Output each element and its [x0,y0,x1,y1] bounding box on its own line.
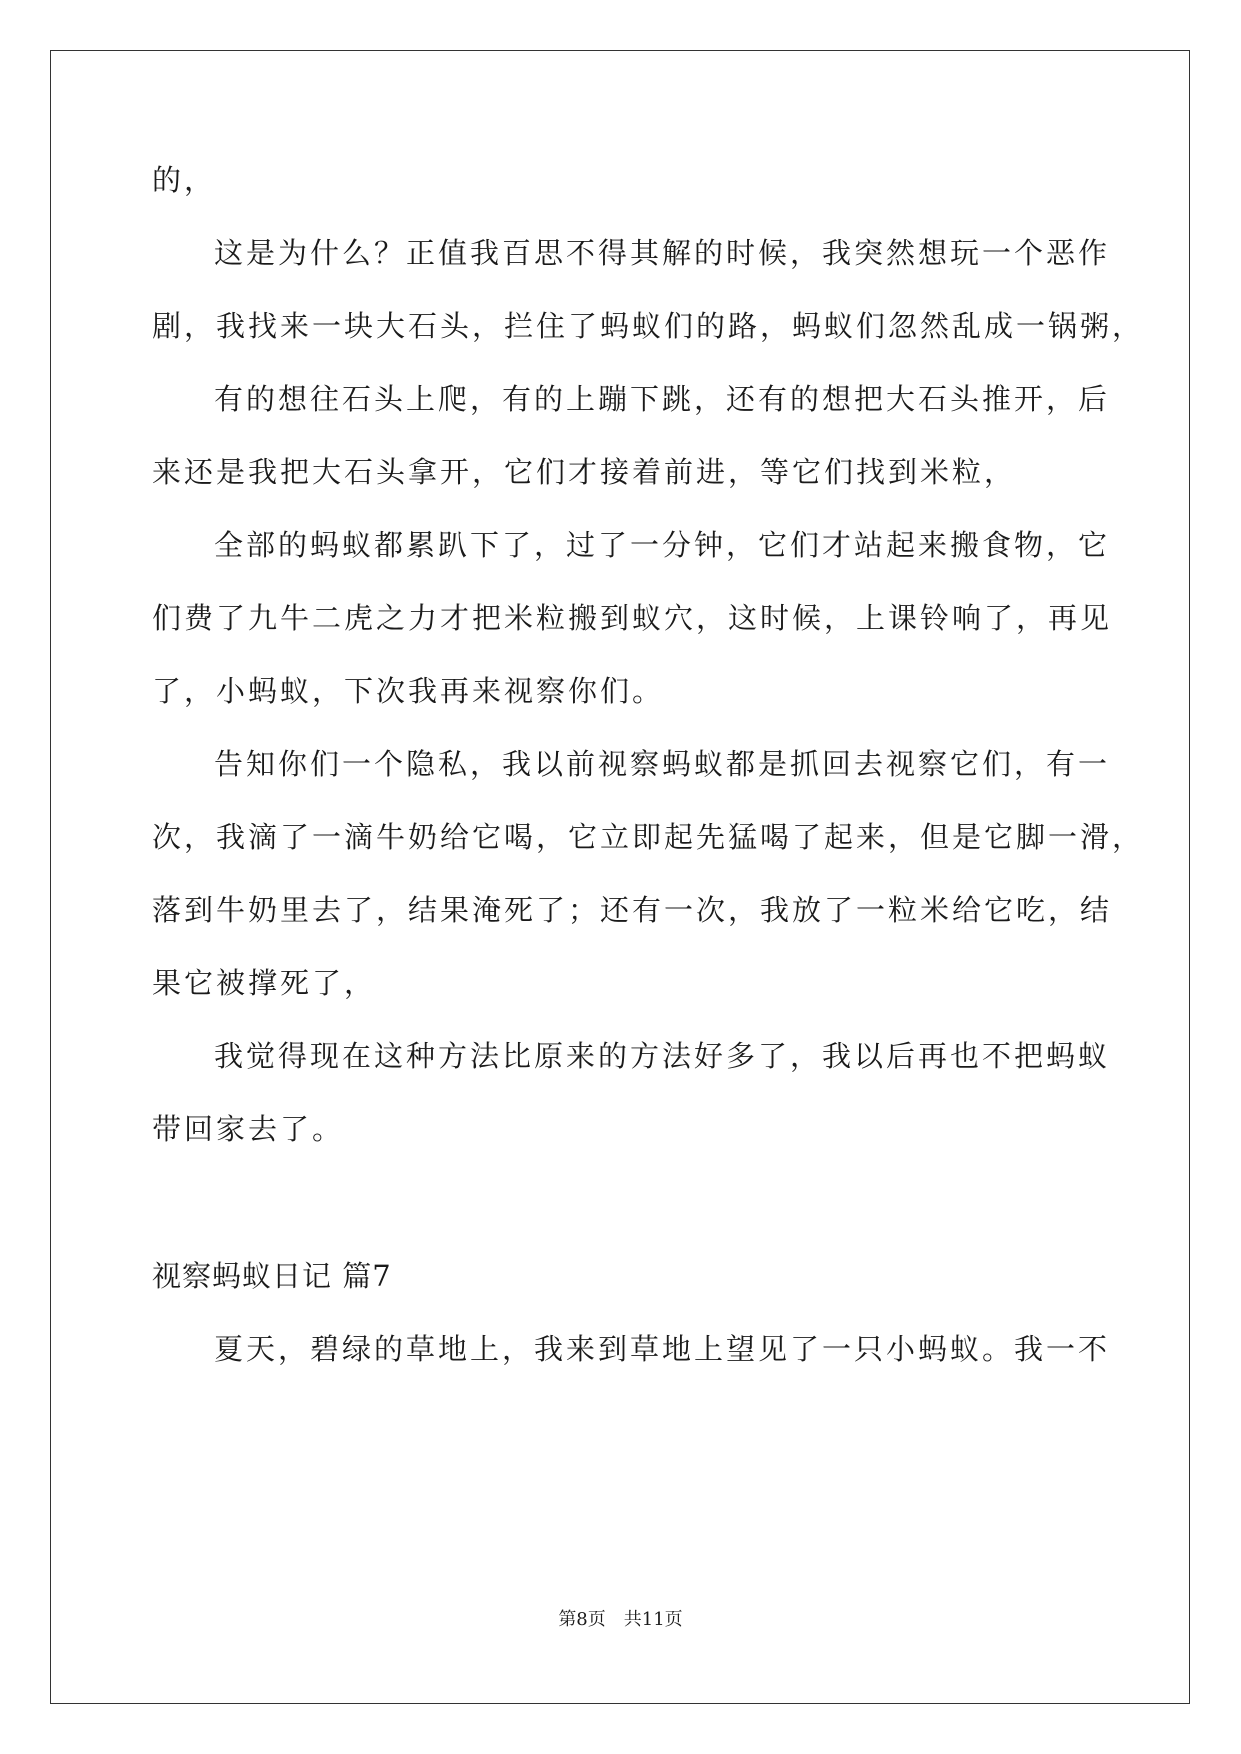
text-line: 们费了九牛二虎之力才把米粒搬到蚁穴，这时候，上课铃响了，再见 [152,601,1113,635]
text-line: 这是为什么？正值我百思不得其解的时候，我突然想玩一个恶作 [214,236,1111,270]
text-line: 告知你们一个隐私，我以前视察蚂蚁都是抓回去视察它们，有一 [214,747,1111,781]
text-line: 剧，我找来一块大石头，拦住了蚂蚁们的路，蚂蚁们忽然乱成一锅粥， [152,309,1145,343]
text-line: 我觉得现在这种方法比原来的方法好多了，我以后再也不把蚂蚁 [214,1039,1111,1073]
text-line: 的， [152,163,217,197]
page-footer: 第8页 共11页 [558,1609,683,1630]
text-line: 落到牛奶里去了，结果淹死了；还有一次，我放了一粒米给它吃，结 [152,893,1113,927]
text-line: 带回家去了。 [152,1112,345,1146]
text-line: 全部的蚂蚁都累趴下了，过了一分钟，它们才站起来搬食物，它 [214,528,1111,562]
text-line: 有的想往石头上爬，有的上蹦下跳，还有的想把大石头推开，后 [214,382,1111,416]
text-line: 夏天，碧绿的草地上，我来到草地上望见了一只小蚂蚁。我一不 [214,1332,1111,1366]
section-title: 视察蚂蚁日记 篇7 [152,1259,392,1293]
text-line: 果它被撑死了， [152,966,377,1000]
page-border [50,50,1190,1704]
text-line: 了，小蚂蚁，下次我再来视察你们。 [152,674,665,708]
text-line: 来还是我把大石头拿开，它们才接着前进，等它们找到米粒， [152,455,1017,489]
text-line: 次，我滴了一滴牛奶给它喝，它立即起先猛喝了起来，但是它脚一滑， [152,820,1145,854]
